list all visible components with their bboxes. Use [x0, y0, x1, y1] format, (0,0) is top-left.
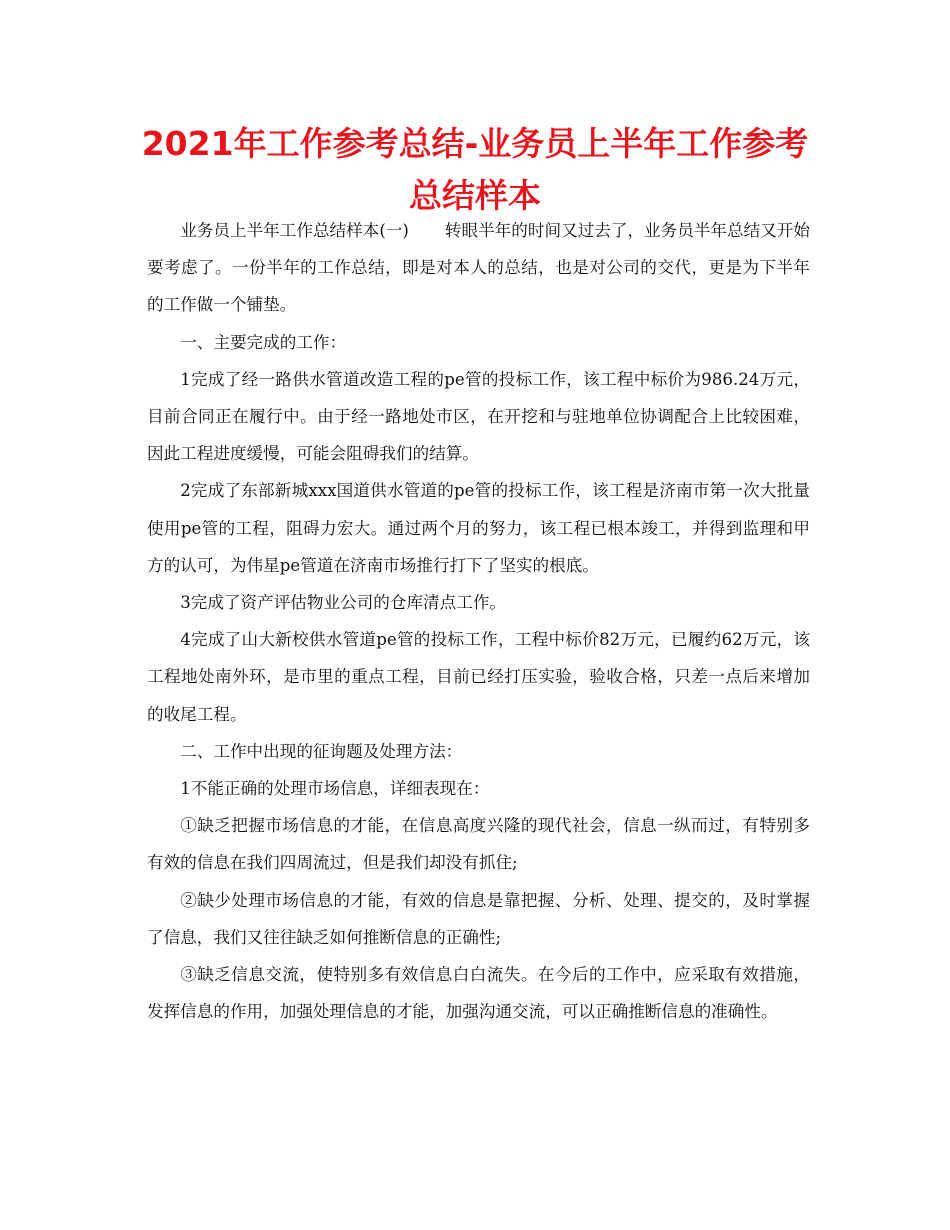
- document-title: 2021年工作参考总结-业务员上半年工作参考总结样本: [141, 124, 809, 215]
- paragraph-intro-lead: 业务员上半年工作总结样本(一): [180, 221, 409, 240]
- section-heading-completed-work: 一、主要完成的工作：: [180, 332, 347, 352]
- paragraph-problem-1b: ②缺少处理市场信息的才能，有效的信息是靠把握、分析、处理、提交的，及时掌握了信息，我们又往往缺乏如何推断信息的正确性;: [147, 890, 810, 947]
- paragraph-intro-text: 转眼半年的时间又过去了，业务员半年总结又开始要考虑了。一份半年的工作总结，即是对本人的总结，也是对公司的交代，更是为下半年的工作做一个铺垫。: [147, 221, 810, 315]
- paragraph-item-1: 1完成了经一路供水管道改造工程的pe管的投标工作，该工程中标价为986.24万元，目前合同正在履行中。由于经一路地处市区，在开挖和与驻地单位协调配合上比较困难，因此工程进度缓慢，可能会阻碍我们的结算。: [147, 369, 810, 464]
- paragraph-item-3: 3完成了资产评估物业公司的仓库清点工作。: [180, 593, 507, 613]
- paragraph-item-2: 2完成了东部新城xxx国道供水管道的pe管的投标工作，该工程是济南市第一次大批量使用pe管的工程，阻碍力宏大。通过两个月的努力，该工程已根本竣工，并得到监理和甲方的认可，为伟星pe管道在济南市场推行打下了坚实的根底。: [147, 481, 810, 575]
- paragraph-problem-1a: ①缺乏把握市场信息的才能，在信息高度兴隆的现代社会，信息一纵而过，有特别多有效的信息在我们四周流过，但是我们却没有抓住;: [147, 816, 810, 873]
- paragraph-item-4: 4完成了山大新校供水管道pe管的投标工作，工程中标价82万元，已履约62万元，该工程地处南外环，是市里的重点工程，目前已经打压实验，验收合格，只差一点后来增加的收尾工程。: [147, 630, 810, 724]
- document-body: [147, 212, 810, 1030]
- section-heading-problems: 二、工作中出现的征询题及处理方法：: [180, 741, 463, 761]
- paragraph-problem-1c: ③缺乏信息交流，使特别多有效信息白白流失。在今后的工作中，应采取有效措施，发挥信息的作用，加强处理信息的才能，加强沟通交流，可以正确推断信息的准确性。: [147, 965, 810, 1022]
- paragraph-problem-1: 1不能正确的处理市场信息，详细表现在：: [180, 779, 490, 799]
- paragraph-intro: [147, 212, 810, 324]
